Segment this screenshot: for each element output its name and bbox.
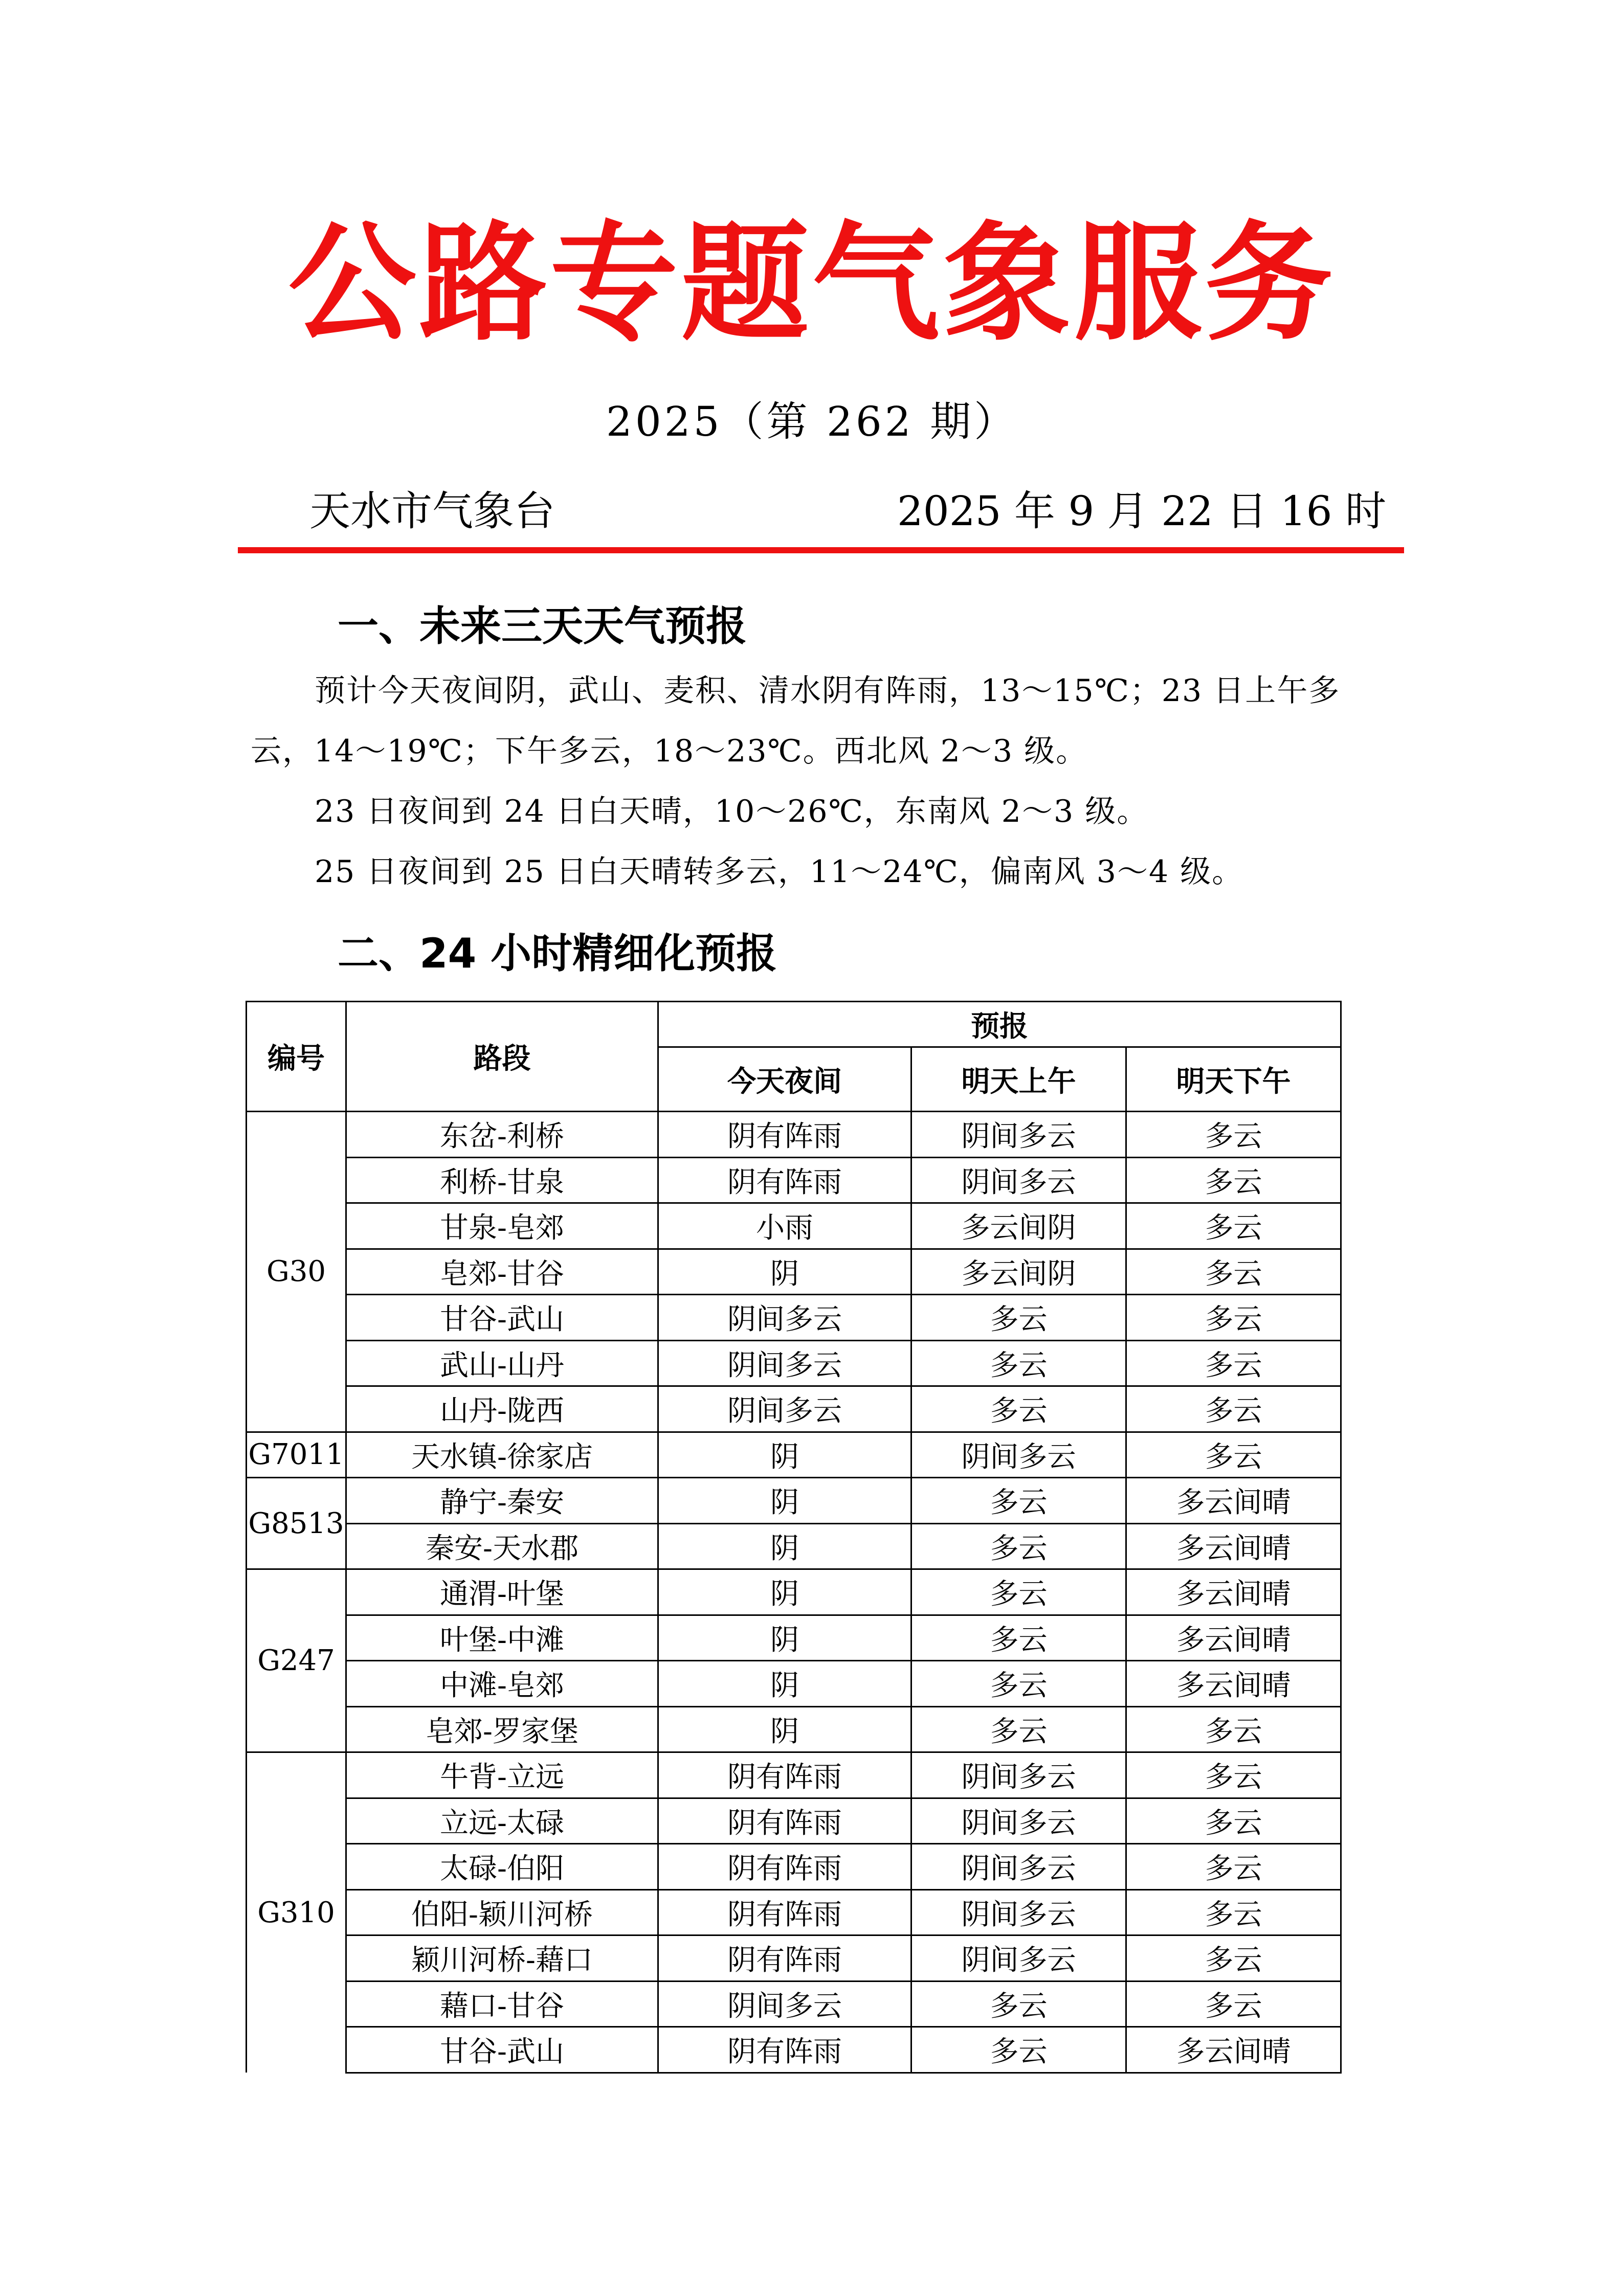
tonight-cell: 阴有阵雨 <box>658 1889 911 1935</box>
tomorrow-pm-cell: 多云 <box>1126 1798 1341 1844</box>
header-tomorrow-am: 明天上午 <box>911 1047 1126 1112</box>
tonight-cell: 阴有阵雨 <box>658 2027 911 2073</box>
tomorrow-pm-cell: 多云 <box>1126 1112 1341 1158</box>
segment-cell: 甘谷-武山 <box>346 1295 658 1341</box>
header-tonight: 今天夜间 <box>658 1047 911 1112</box>
header-segment: 路段 <box>346 1002 658 1112</box>
section2-heading: 二、24 小时精细化预报 <box>338 930 777 977</box>
segment-cell: 秦安-天水郡 <box>346 1523 658 1569</box>
tomorrow-pm-cell: 多云间晴 <box>1126 1569 1341 1615</box>
header-code: 编号 <box>247 1002 346 1112</box>
segment-cell: 太碌-伯阳 <box>346 1844 658 1890</box>
tonight-cell: 阴 <box>658 1661 911 1707</box>
tomorrow-am-cell: 阴间多云 <box>911 1112 1126 1158</box>
section1-body <box>251 661 1376 902</box>
tomorrow-am-cell: 多云 <box>911 1981 1126 2027</box>
tomorrow-pm-cell: 多云间晴 <box>1126 1615 1341 1661</box>
tonight-cell: 阴有阵雨 <box>658 1798 911 1844</box>
segment-cell: 静宁-秦安 <box>346 1478 658 1524</box>
table-row <box>247 1203 1341 1249</box>
tonight-cell: 阴 <box>658 1615 911 1661</box>
header-tomorrow-pm: 明天下午 <box>1126 1047 1341 1112</box>
tonight-cell: 阴 <box>658 1706 911 1752</box>
table-row <box>247 1844 1341 1890</box>
tomorrow-pm-cell: 多云 <box>1126 1706 1341 1752</box>
segment-cell: 牛背-立远 <box>346 1752 658 1798</box>
tomorrow-pm-cell: 多云 <box>1126 1752 1341 1798</box>
tonight-cell: 阴 <box>658 1432 911 1478</box>
table-row <box>247 1478 1341 1524</box>
segment-cell: 藉口-甘谷 <box>346 1981 658 2027</box>
tomorrow-pm-cell: 多云间晴 <box>1126 2027 1341 2073</box>
tonight-cell: 阴 <box>658 1569 911 1615</box>
tonight-cell: 阴有阵雨 <box>658 1157 911 1203</box>
route-code: G8513 <box>247 1478 346 1569</box>
segment-cell: 皂郊-甘谷 <box>346 1249 658 1295</box>
tomorrow-pm-cell: 多云 <box>1126 1844 1341 1890</box>
segment-cell: 立远-太碌 <box>346 1798 658 1844</box>
tomorrow-am-cell: 阴间多云 <box>911 1752 1126 1798</box>
forecast-table-body <box>247 1112 1341 2073</box>
segment-cell: 皂郊-罗家堡 <box>346 1706 658 1752</box>
segment-cell: 武山-山丹 <box>346 1340 658 1386</box>
tomorrow-am-cell: 多云 <box>911 1295 1126 1341</box>
issue-number: 2025（第 262 期） <box>606 398 1018 445</box>
table-row <box>247 1249 1341 1295</box>
header-divider <box>238 547 1404 553</box>
table-row <box>247 1386 1341 1432</box>
tomorrow-am-cell: 多云 <box>911 2027 1126 2073</box>
tomorrow-am-cell: 阴间多云 <box>911 1798 1126 1844</box>
tomorrow-am-cell: 阴间多云 <box>911 1935 1126 1982</box>
segment-cell: 通渭-叶堡 <box>346 1569 658 1615</box>
route-code: G247 <box>247 1569 346 1752</box>
tomorrow-am-cell: 多云 <box>911 1523 1126 1569</box>
tomorrow-am-cell: 阴间多云 <box>911 1889 1126 1935</box>
table-row <box>247 1340 1341 1386</box>
tonight-cell: 阴 <box>658 1249 911 1295</box>
tonight-cell: 阴间多云 <box>658 1295 911 1341</box>
issuing-organization: 天水市气象台 <box>309 487 555 535</box>
table-row <box>247 1752 1341 1798</box>
tomorrow-am-cell: 多云间阴 <box>911 1249 1126 1295</box>
paragraph: 预计今天夜间阴，武山、麦积、清水阴有阵雨，13～15℃；23 日上午多云，14～19℃；下午多云，18～23℃。西北风 2～3 级。 <box>251 673 1341 769</box>
segment-cell: 叶堡-中滩 <box>346 1615 658 1661</box>
tonight-cell: 阴 <box>658 1523 911 1569</box>
forecast-table <box>246 1001 1342 2074</box>
tomorrow-pm-cell: 多云 <box>1126 1981 1341 2027</box>
page-title: 公路专题气象服务 <box>288 209 1336 358</box>
tomorrow-pm-cell: 多云间晴 <box>1126 1478 1341 1524</box>
table-row <box>247 2027 1341 2073</box>
tonight-cell: 阴有阵雨 <box>658 1935 911 1982</box>
tomorrow-pm-cell: 多云 <box>1126 1249 1341 1295</box>
tomorrow-am-cell: 阴间多云 <box>911 1844 1126 1890</box>
tomorrow-pm-cell: 多云 <box>1126 1157 1341 1203</box>
route-code: G310 <box>247 1752 346 2073</box>
table-row <box>247 1706 1341 1752</box>
table-row <box>247 1157 1341 1203</box>
section1-heading: 一、未来三天天气预报 <box>338 602 747 650</box>
table-row <box>247 1432 1341 1478</box>
table-row <box>247 1981 1341 2027</box>
tomorrow-pm-cell: 多云 <box>1126 1340 1341 1386</box>
tonight-cell: 小雨 <box>658 1203 911 1249</box>
tomorrow-am-cell: 多云 <box>911 1615 1126 1661</box>
tonight-cell: 阴 <box>658 1478 911 1524</box>
segment-cell: 利桥-甘泉 <box>346 1157 658 1203</box>
table-row <box>247 1569 1341 1615</box>
tomorrow-am-cell: 多云 <box>911 1569 1126 1615</box>
tomorrow-pm-cell: 多云 <box>1126 1386 1341 1432</box>
tomorrow-am-cell: 阴间多云 <box>911 1157 1126 1203</box>
table-row <box>247 1661 1341 1707</box>
segment-cell: 甘泉-皂郊 <box>346 1203 658 1249</box>
route-code: G7011 <box>247 1432 346 1478</box>
issue-date: 2025 年 9 月 22 日 16 时 <box>897 487 1386 535</box>
tomorrow-pm-cell: 多云 <box>1126 1889 1341 1935</box>
tomorrow-pm-cell: 多云 <box>1126 1432 1341 1478</box>
tonight-cell: 阴有阵雨 <box>658 1112 911 1158</box>
tomorrow-pm-cell: 多云 <box>1126 1295 1341 1341</box>
tomorrow-am-cell: 阴间多云 <box>911 1432 1126 1478</box>
segment-cell: 天水镇-徐家店 <box>346 1432 658 1478</box>
paragraph: 25 日夜间到 25 日白天晴转多云，11～24℃，偏南风 3～4 级。 <box>315 854 1244 890</box>
tomorrow-am-cell: 多云 <box>911 1661 1126 1707</box>
table-row <box>247 1889 1341 1935</box>
tonight-cell: 阴间多云 <box>658 1981 911 2027</box>
header-forecast: 预报 <box>658 1002 1341 1047</box>
table-row <box>247 1615 1341 1661</box>
table-row <box>247 1798 1341 1844</box>
route-code: G30 <box>247 1112 346 1432</box>
tomorrow-am-cell: 多云间阴 <box>911 1203 1126 1249</box>
tomorrow-am-cell: 多云 <box>911 1706 1126 1752</box>
table-row <box>247 1112 1341 1158</box>
segment-cell: 颖川河桥-藉口 <box>346 1935 658 1982</box>
segment-cell: 山丹-陇西 <box>346 1386 658 1432</box>
tonight-cell: 阴间多云 <box>658 1340 911 1386</box>
table-row <box>247 1935 1341 1982</box>
segment-cell: 东岔-利桥 <box>346 1112 658 1158</box>
tomorrow-am-cell: 多云 <box>911 1478 1126 1524</box>
paragraph: 23 日夜间到 24 日白天晴，10～26℃，东南风 2～3 级。 <box>315 794 1149 829</box>
tonight-cell: 阴间多云 <box>658 1386 911 1432</box>
table-row <box>247 1523 1341 1569</box>
tonight-cell: 阴有阵雨 <box>658 1752 911 1798</box>
segment-cell: 甘谷-武山 <box>346 2027 658 2073</box>
tomorrow-am-cell: 多云 <box>911 1386 1126 1432</box>
segment-cell: 中滩-皂郊 <box>346 1661 658 1707</box>
tomorrow-pm-cell: 多云间晴 <box>1126 1661 1341 1707</box>
tomorrow-am-cell: 多云 <box>911 1340 1126 1386</box>
tonight-cell: 阴有阵雨 <box>658 1844 911 1890</box>
tomorrow-pm-cell: 多云 <box>1126 1203 1341 1249</box>
tomorrow-pm-cell: 多云间晴 <box>1126 1523 1341 1569</box>
tomorrow-pm-cell: 多云 <box>1126 1935 1341 1982</box>
table-row <box>247 1295 1341 1341</box>
segment-cell: 伯阳-颖川河桥 <box>346 1889 658 1935</box>
